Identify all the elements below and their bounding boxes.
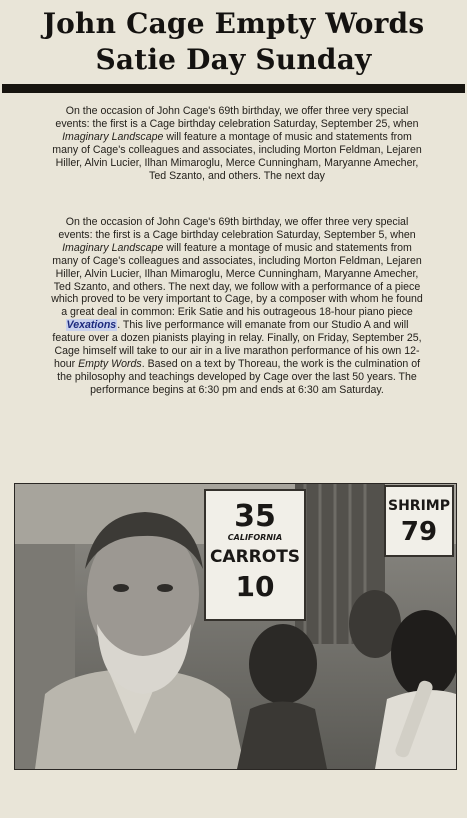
work-title: Imaginary Landscape (62, 130, 164, 143)
headline-line-2: Satie Day Sunday (95, 43, 372, 76)
paragraph-1: On the occasion of John Cage's 69th birthday, we offer three very special events: the first is a Cage birthday celebration Saturday, September 25, when Imaginary Landscape will feature a montage of music and statements from many of Cage's colleagues and associates, including Morton Feldman, Lejaren Hiller, Alvin Lucier, Ilhan Mimaroglu, Merce Cunningham, Maryanne Amecher, Ted Szanto, and others. The next day (52, 105, 422, 182)
work-title: Imaginary Landscape (62, 241, 164, 254)
sign-line2: 79 (400, 517, 438, 547)
work-title: Empty Words (78, 357, 142, 370)
sign-line1: SHRIMP (388, 498, 450, 514)
shrimp-sign (385, 486, 453, 556)
headline-rule (2, 84, 465, 93)
sign-line1: CALIFORNIA (227, 533, 283, 542)
headline (0, 6, 467, 78)
highlighted-word[interactable]: Vexations (66, 319, 117, 332)
paragraph-2: On the occasion of John Cage's 69th birthday, we offer three very special events: the first is a Cage birthday celebration Saturday, September 5, when Imaginary Landscape will feature a montage of music and statements from many of Cage's colleagues and associates, including Morton Feldman, Lejaren Hiller, Alvin Lucier, Ilhan Mimaroglu, Merce Cunningham, Maryanne Amecher, Ted Szanto, and others. The next day, we follow with a performance of a piece which proved to be very important to Cage, by a composer with whom he found a great deal in common: Erik Satie and his outrageous 18-hour piano piece Vexations. This live performance will emanate from our Studio A and will feature over a dozen pianists playing in relay. Finally, on Friday, September 25, Cage himself will take to our air in a live marathon performance of his own 12-hour Empty Words. Based on a text by Thoreau, the work is the culmination of the philosophy and teachings developed by Cage over the last 50 years. The performance begins at 6:30 pm and ends at 6:30 am Saturday. (51, 216, 423, 396)
photograph (14, 483, 457, 770)
sign-line2: CARROTS (209, 547, 301, 567)
photo-illustration (15, 484, 456, 769)
sign-price: 35 (234, 499, 276, 534)
sign-line3: 10 (235, 570, 275, 603)
headline-line-1: John Cage Empty Words (42, 7, 425, 40)
carrots-sign (205, 490, 305, 620)
